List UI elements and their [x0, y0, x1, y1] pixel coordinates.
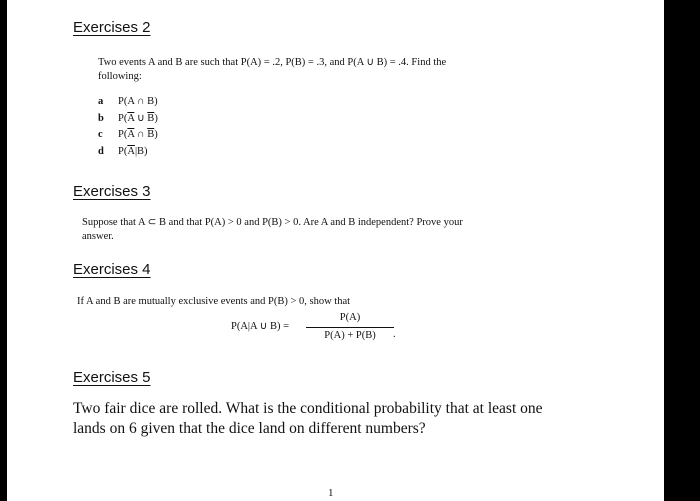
item-expression-complement: $\overline{B}$: [147, 113, 155, 124]
exercise-3-heading: Exercises 3: [73, 183, 151, 200]
item-expression-complement: $\overline{B}$: [147, 129, 155, 140]
exercise-4-heading: Exercises 4: [73, 261, 151, 278]
exercise-5-line-1: Two fair dice are rolled. What is the conditional probability that at least one: [73, 400, 543, 417]
item-expression-part: P(: [118, 113, 128, 124]
item-expression-part: ∩: [134, 129, 148, 140]
equation-period: .: [393, 329, 396, 340]
exercise-3-line-2: answer.: [82, 231, 114, 242]
exercise-2-item-b: [98, 112, 158, 124]
equation-lhs: P(A|A ∪ B) =: [231, 321, 290, 332]
item-letter: a: [98, 96, 104, 107]
left-black-border: [0, 0, 7, 501]
exercise-2-item-d: [98, 146, 148, 157]
item-expression: P(A ∩ B): [118, 96, 158, 107]
exercise-2-line-2: following:: [98, 71, 142, 82]
item-expression-part: ): [154, 129, 158, 140]
item-expression-complement: $\overline{A}$: [127, 146, 135, 157]
exercise-3-line-1: Suppose that A ⊂ B and that P(A) > 0 and P(B) > 0. Are A and B independent? Prove your: [82, 217, 463, 228]
item-expression-part: ): [154, 113, 158, 124]
right-black-border: [664, 0, 700, 501]
item-expression-part: |B): [134, 146, 148, 157]
item-expression-part: P(: [118, 129, 128, 140]
item-letter: c: [98, 129, 103, 140]
fraction-numerator: P(A): [339, 312, 361, 323]
page-number: 1: [328, 487, 334, 499]
item-letter: d: [98, 146, 104, 157]
exercise-5-line-2: lands on 6 given that the dice land on different numbers?: [73, 420, 426, 437]
exercise-2-item-a: [98, 96, 158, 107]
exercise-5-heading: Exercises 5: [73, 369, 151, 386]
fraction-bar: [306, 327, 394, 328]
exercise-2-line-1: Two events A and B are such that P(A) = .2, P(B) = .3, and P(A ∪ B) = .4. Find the: [98, 57, 447, 68]
fraction-denominator: P(A) + P(B): [324, 330, 376, 341]
item-expression-part: P(: [118, 146, 128, 157]
item-expression-complement: $\overline{A}$: [127, 129, 135, 140]
exercise-2-item-c: [98, 129, 158, 140]
item-letter: b: [98, 113, 104, 124]
exercise-2-heading: Exercises 2: [73, 19, 151, 36]
item-expression-part: ∪: [134, 113, 148, 124]
exercise-4-line-1: If A and B are mutually exclusive events and P(B) > 0, show that: [77, 296, 351, 307]
equation-fraction: [306, 312, 398, 346]
item-expression-complement: $\overline{A}$: [127, 113, 135, 124]
